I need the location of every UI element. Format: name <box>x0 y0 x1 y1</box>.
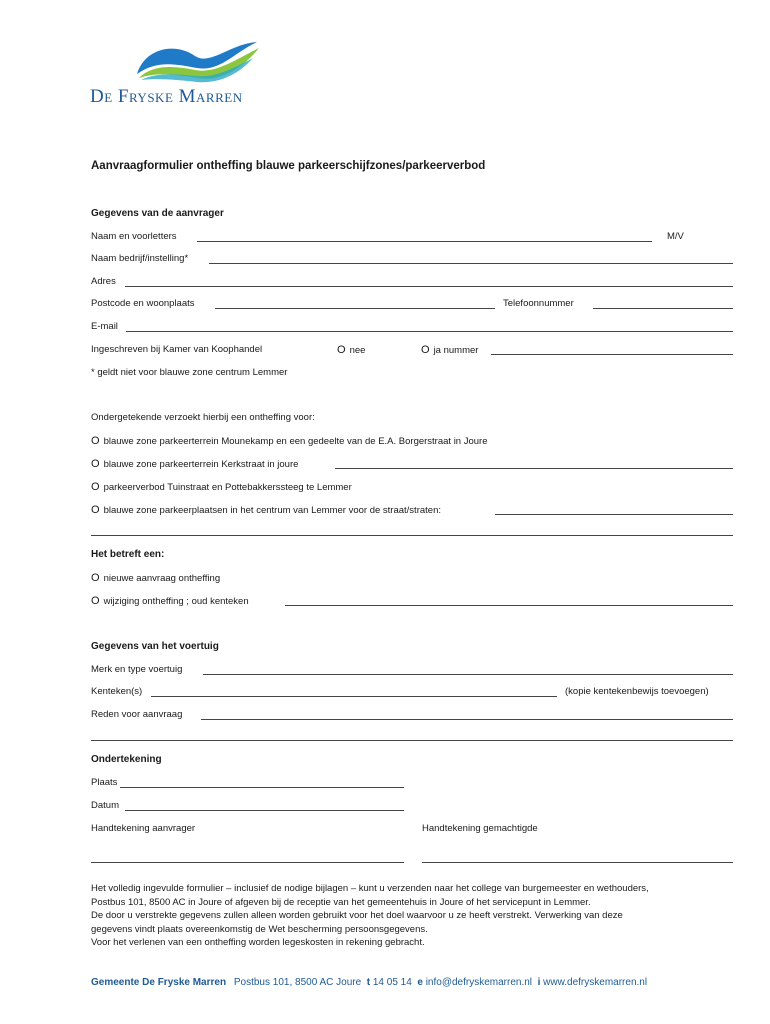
footer-phone: 14 05 14 <box>372 977 412 988</box>
concerns-option[interactable] <box>91 572 733 586</box>
date-row <box>91 800 733 814</box>
radio-icon: O <box>91 458 100 470</box>
plate-label: Kenteken(s) <box>91 686 143 697</box>
concerns-option[interactable] <box>91 595 733 609</box>
request-option-label: blauwe zone parkeerplaatsen in het centrum van Lemmer voor de straat/straten: <box>103 505 441 516</box>
plate-field[interactable] <box>151 696 557 697</box>
signature-lines-row <box>91 852 733 866</box>
request-intro: Ondergetekende verzoekt hierbij een ontheffing voor: <box>91 412 315 423</box>
email-label: E-mail <box>91 321 118 332</box>
streets-field[interactable] <box>495 514 733 515</box>
email-field[interactable] <box>126 331 733 332</box>
applicant-signature-label: Handtekening aanvrager <box>91 823 196 834</box>
request-option[interactable] <box>91 435 733 449</box>
radio-icon: O <box>91 572 100 584</box>
kvk-yes-option[interactable] <box>421 344 478 356</box>
paragraph-line: Voor het verlenen van een ontheffing worden legeskosten in rekening gebracht. <box>91 937 425 949</box>
authorized-signature-label: Handtekening gemachtigde <box>422 823 538 834</box>
radio-icon: O <box>421 344 430 356</box>
concerns-heading: Het betreft een: <box>91 549 165 560</box>
footnote: * geldt niet voor blauwe zone centrum Lemmer <box>91 367 288 378</box>
date-label: Datum <box>91 800 119 811</box>
applicant-heading: Gegevens van de aanvrager <box>91 208 224 219</box>
wave-logo-icon <box>135 38 265 84</box>
radio-icon: O <box>91 481 100 493</box>
name-label: Naam en voorletters <box>91 231 177 242</box>
make-label: Merk en type voertuig <box>91 664 183 675</box>
place-row <box>91 777 733 791</box>
address-field[interactable] <box>125 286 733 287</box>
name-field[interactable] <box>197 241 652 242</box>
request-option-label: blauwe zone parkeerterrein Kerkstraat in joure <box>103 459 299 470</box>
phone-field[interactable] <box>593 308 733 309</box>
instructions-paragraph <box>91 882 741 950</box>
reason-field[interactable] <box>201 719 733 720</box>
postcode-field[interactable] <box>215 308 495 309</box>
postcode-label: Postcode en woonplaats <box>91 298 195 309</box>
radio-icon: O <box>91 504 100 516</box>
kvk-number-field[interactable] <box>491 354 733 355</box>
form-title: Aanvraagformulier ontheffing blauwe parkeerschijfzones/parkeerverbod <box>91 160 486 172</box>
reason-field-continued[interactable] <box>91 740 733 741</box>
request-option[interactable] <box>91 504 733 518</box>
kvk-no-label: nee <box>349 345 366 356</box>
request-option[interactable] <box>91 481 733 495</box>
place-field[interactable] <box>120 787 404 788</box>
logo-text: De Fryske Marren <box>90 86 243 107</box>
signature-labels-row <box>91 823 733 837</box>
kerkstraat-field[interactable] <box>335 468 733 469</box>
date-field[interactable] <box>125 810 404 811</box>
signature-heading: Ondertekening <box>91 754 162 765</box>
footer-email[interactable]: info@defryskemarren.nl <box>425 977 533 988</box>
kvk-row <box>91 344 733 358</box>
kvk-no-option[interactable] <box>337 344 365 356</box>
company-row <box>91 253 733 267</box>
phone-key: t <box>366 977 371 988</box>
radio-icon: O <box>91 435 100 447</box>
request-option-label: blauwe zone parkeerterrein Mounekamp en een gedeelte van de E.A. Borgerstraat in Joure <box>103 436 488 447</box>
make-row <box>91 664 733 678</box>
authorized-signature-field[interactable] <box>422 862 733 863</box>
company-label: Naam bedrijf/instelling* <box>91 253 189 264</box>
footer <box>91 977 647 988</box>
plate-row <box>91 686 733 700</box>
address-label: Adres <box>91 276 116 287</box>
note-row <box>91 367 733 381</box>
concerns-option-label: nieuwe aanvraag ontheffing <box>103 573 221 584</box>
make-field[interactable] <box>203 674 733 675</box>
footer-web[interactable]: www.defryskemarren.nl <box>543 977 648 988</box>
old-plate-field[interactable] <box>285 605 733 606</box>
request-option-label: parkeerverbod Tuinstraat en Pottebakkerssteeg te Lemmer <box>103 482 352 493</box>
paragraph-line: Postbus 101, 8500 AC in Joure of afgeven bij de receptie van het gemeentehuis in Joure of het servicepunt in Lemmer. <box>91 896 591 908</box>
email-row <box>91 321 733 335</box>
request-option[interactable] <box>91 458 733 472</box>
radio-icon: O <box>91 595 100 607</box>
applicant-signature-field[interactable] <box>91 862 404 863</box>
paragraph-line: Het volledig ingevulde formulier – inclusief de nodige bijlagen – kunt u verzenden naar het college van burgemeester en wethouders, <box>91 883 649 894</box>
footer-address: Postbus 101, 8500 AC Joure <box>233 977 362 988</box>
plate-note: (kopie kentekenbewijs toevoegen) <box>565 686 709 697</box>
name-row <box>91 231 733 245</box>
gender-label[interactable]: M/V <box>667 231 684 242</box>
municipality-logo <box>90 38 270 108</box>
postcode-row <box>91 298 733 312</box>
web-key: i <box>537 977 541 988</box>
paragraph-line: De door u verstrekte gegevens zullen alleen worden gebruikt voor het doel waarvoor u ze heeft verstrekt. Verwerking van deze <box>91 910 623 922</box>
reason-label: Reden voor aanvraag <box>91 709 183 720</box>
phone-label: Telefoonnummer <box>503 298 574 309</box>
place-label: Plaats <box>91 777 118 788</box>
divider <box>91 535 733 536</box>
kvk-yes-label: ja nummer <box>433 345 479 356</box>
radio-icon: O <box>337 344 346 356</box>
reason-row <box>91 709 733 723</box>
paragraph-line: gegevens vindt plaats overeenkomstig de Wet bescherming persoonsgegevens. <box>91 923 428 935</box>
concerns-option-label: wijziging ontheffing ; oud kenteken <box>103 596 249 607</box>
request-intro-row <box>91 412 733 426</box>
email-key: e <box>417 977 423 988</box>
address-row <box>91 276 733 290</box>
vehicle-heading: Gegevens van het voertuig <box>91 641 219 652</box>
kvk-label: Ingeschreven bij Kamer van Koophandel <box>91 344 263 355</box>
company-field[interactable] <box>209 263 733 264</box>
footer-org: Gemeente De Fryske Marren <box>91 977 227 988</box>
